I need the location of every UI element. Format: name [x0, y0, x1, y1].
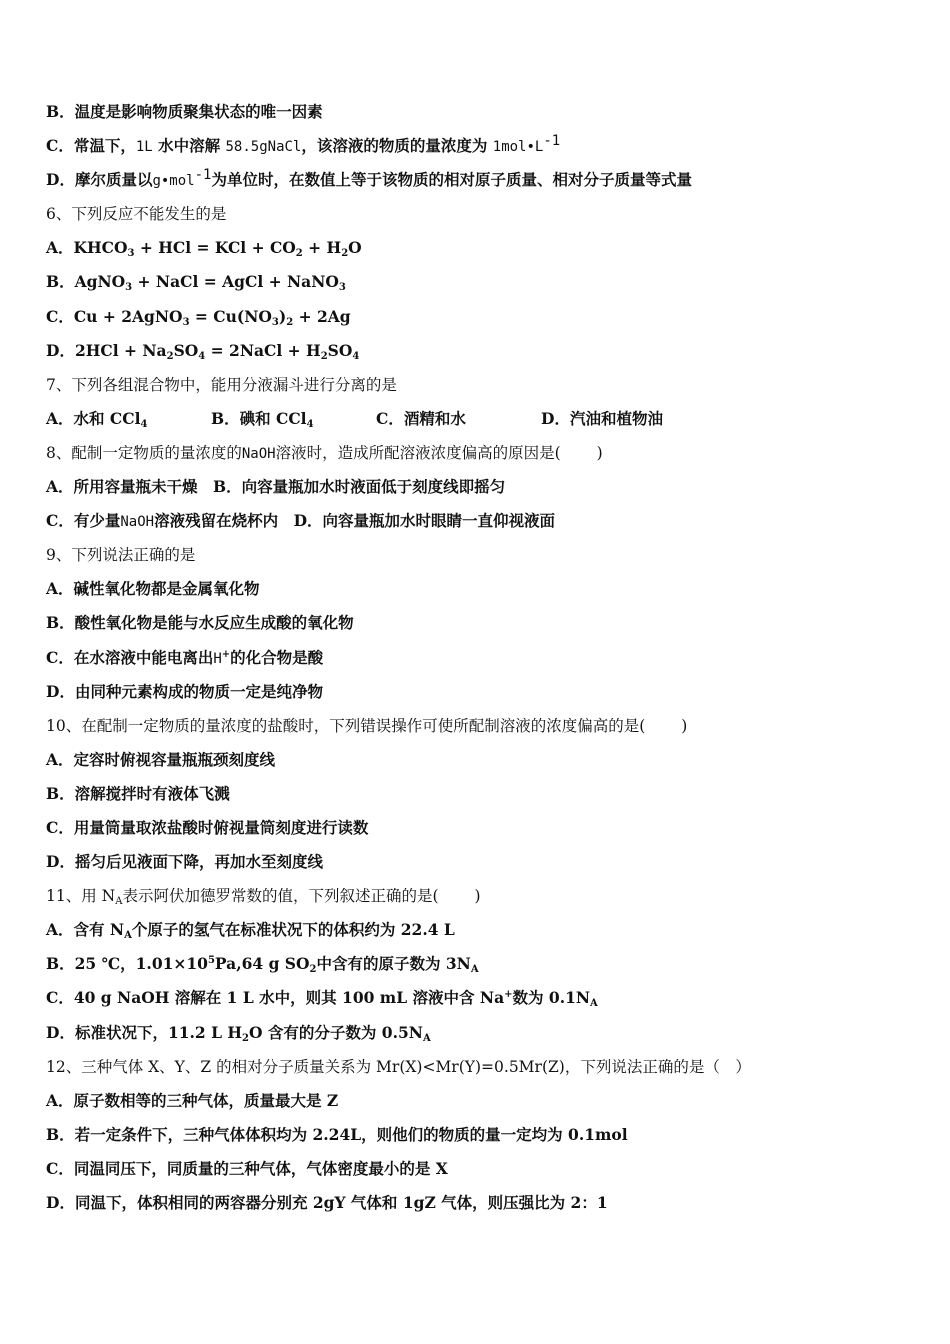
q12-stem: [46, 1053, 906, 1087]
option-text: D．汽油和植物油: [541, 408, 663, 428]
q9-option-b: [46, 609, 906, 643]
option-text: 的化合物是酸: [230, 647, 324, 667]
q5-option-c: [46, 132, 906, 166]
q6-option-a: [46, 234, 906, 268]
equation-part: = Cu(NO: [189, 306, 272, 326]
close-paren: ): [596, 443, 603, 462]
option-label: B．: [46, 272, 75, 292]
q9-option-a: [46, 575, 906, 609]
q6-option-d: [46, 337, 906, 371]
superscript: -1: [194, 167, 212, 184]
option-text: A．碱性氧化物都是金属氧化物: [46, 579, 260, 599]
exam-page: [46, 98, 906, 1223]
q11-option-d: [46, 1019, 906, 1053]
q9-stem: [46, 541, 906, 575]
subscript: 3: [125, 282, 133, 294]
option-text: 为单位时，在数值上等于该物质的相对原子质量、相对分子质量等式量: [211, 170, 692, 190]
option-text: B．碘和 CCl: [211, 408, 307, 428]
mass-value: 58.5gNaCl: [225, 139, 302, 156]
subscript: 3: [338, 282, 346, 294]
subscript: 2: [309, 964, 317, 976]
option-text: 个原子的氢气在标准状况下的体积约为 22.4 L: [131, 920, 455, 940]
question-stem: 溶液时，造成所配溶液浓度偏高的原因是(: [275, 443, 561, 462]
option-text: D．摇匀后见液面下降，再加水至刻度线: [46, 852, 323, 872]
superscript: +: [221, 648, 231, 660]
option-text: Pa,64 g SO: [214, 954, 310, 974]
equation-part: Cu + 2AgNO: [73, 306, 183, 326]
q11-option-a: [46, 916, 906, 950]
q5-option-b: [46, 98, 906, 132]
q12-option-b: [46, 1121, 906, 1155]
q11-option-c: [46, 984, 906, 1018]
equation-part: + HCl = KCl + CO: [134, 238, 296, 258]
subscript: 3: [271, 316, 279, 328]
subscript: A: [115, 896, 123, 908]
equation-part: SO: [327, 340, 353, 360]
option-text: D．由同种元素构成的物质一定是纯净物: [46, 681, 323, 701]
subscript: 2: [242, 1032, 249, 1044]
subscript: 3: [182, 316, 190, 328]
q7-stem: [46, 371, 906, 405]
option-text: 中含有的原子数为 3N: [316, 954, 471, 974]
option-text: A．含有 N: [46, 920, 125, 940]
equation-part: + 2Ag: [293, 306, 351, 326]
q11-option-b: [46, 950, 906, 984]
option-label: D．: [46, 340, 75, 360]
subscript: A: [470, 964, 479, 976]
q10-option-c: [46, 814, 906, 848]
equation-part: + H: [302, 238, 342, 258]
volume-value: 1L: [135, 139, 153, 156]
equation-part: + NaCl = AgCl + NaNO: [132, 272, 339, 292]
q10-option-d: [46, 848, 906, 882]
option-text: B．温度是影响物质聚集状态的唯一因素: [46, 102, 323, 121]
q10-stem: [46, 712, 906, 746]
subscript: 2: [166, 350, 174, 362]
q10-option-a: [46, 746, 906, 780]
close-paren: ): [681, 716, 688, 735]
subscript: A: [124, 930, 132, 942]
dot-operator: •: [526, 139, 535, 156]
option-text: C．有少量: [46, 511, 121, 531]
equation-part: ): [278, 306, 287, 326]
option-text: D．标准状况下，11.2 L H: [46, 1022, 243, 1042]
q5-option-d: [46, 166, 906, 200]
q6-stem: [46, 200, 906, 234]
option-text: 数为 0.1N: [512, 988, 591, 1008]
subscript: 4: [306, 418, 314, 430]
superscript: +: [504, 989, 513, 1001]
option-text: O 含有的分子数为 0.5N: [249, 1022, 423, 1042]
option-text: D．摩尔质量以: [46, 170, 153, 190]
equation-part: KHCO: [73, 238, 128, 258]
subscript: A: [590, 998, 598, 1010]
concentration-value: 1mol: [492, 139, 527, 156]
option-text: B．若一定条件下，三种气体体积均为 2.24L，则他们的物质的量一定均为 0.1mol: [46, 1124, 628, 1144]
close-paren: ): [474, 887, 481, 906]
option-text: A．原子数相等的三种气体，质量最大是 Z: [46, 1090, 339, 1110]
subscript: 4: [352, 350, 360, 362]
subscript: 3: [127, 248, 135, 260]
q8-options-ab: [46, 473, 906, 507]
equation-part: O: [348, 238, 362, 258]
option-text: 溶液残留在烧杯内 D．向容量瓶加水时眼睛一直仰视液面: [154, 511, 556, 531]
option-text: C．用量筒量取浓盐酸时俯视量筒刻度进行读数: [46, 817, 369, 837]
option-text: 水中溶解: [152, 136, 226, 156]
equation-part: AgNO: [74, 272, 126, 292]
q7-option-a: [46, 405, 211, 439]
superscript: -1: [543, 133, 561, 150]
subscript: 2: [320, 350, 328, 362]
option-text: C．在水溶液中能电离出: [46, 647, 214, 667]
subscript: 4: [140, 418, 148, 430]
option-text: D．同温下，体积相同的两容器分别充 2gY 气体和 1gZ 气体，则压强比为 2：1: [46, 1193, 608, 1212]
formula-text: H: [213, 650, 222, 667]
option-text: C．40 g NaOH 溶解在 1 L 水中，则其 100 mL 溶液中含 Na: [46, 988, 505, 1008]
option-text: C．常温下，: [46, 136, 136, 156]
unit-text: g•mol: [152, 173, 195, 190]
option-text: B．酸性氧化物是能与水反应生成酸的氧化物: [46, 613, 354, 633]
question-stem: 9、下列说法正确的是: [46, 546, 196, 565]
option-text: C．酒精和水: [376, 408, 466, 428]
q7-option-d: [541, 405, 706, 439]
q12-option-d: [46, 1189, 906, 1223]
formula-text: NaOH: [241, 445, 276, 462]
equation-part: 2HCl + Na: [74, 340, 167, 360]
option-text: A．定容时俯视容量瓶瓶颈刻度线: [46, 749, 276, 769]
q8-options-cd: [46, 507, 906, 541]
question-stem: 6、下列反应不能发生的是: [46, 205, 227, 224]
question-stem: 表示阿伏加德罗常数的值，下列叙述正确的是(: [122, 887, 439, 906]
q9-option-c: [46, 644, 906, 678]
subscript: 2: [286, 316, 294, 328]
q12-option-a: [46, 1087, 906, 1121]
q6-option-c: [46, 303, 906, 337]
equation-part: SO: [173, 340, 199, 360]
superscript: 5: [207, 955, 215, 967]
option-text: ，该溶液的物质的量浓度为: [301, 136, 493, 156]
q6-option-b: [46, 268, 906, 302]
formula-text: NaOH: [120, 514, 155, 531]
option-text: A．水和 CCl: [46, 408, 141, 428]
question-stem: 10、在配制一定物质的量浓度的盐酸时，下列错误操作可使所配制溶液的浓度偏高的是(: [46, 716, 646, 735]
subscript: 2: [341, 248, 349, 260]
subscript: A: [422, 1032, 431, 1044]
q7-option-b: [211, 405, 376, 439]
q7-options: [46, 405, 906, 439]
subscript: 4: [198, 350, 206, 362]
q9-option-d: [46, 678, 906, 712]
equation-part: = 2NaCl + H: [205, 340, 321, 360]
option-label: A．: [46, 238, 74, 258]
q10-option-b: [46, 780, 906, 814]
option-text: C．同温同压下，同质量的三种气体，气体密度最小的是 X: [46, 1158, 448, 1178]
question-stem: 7、下列各组混合物中，能用分液漏斗进行分离的是: [46, 375, 397, 394]
q11-stem: [46, 882, 906, 916]
q12-option-c: [46, 1155, 906, 1189]
option-text: B．溶解搅拌时有液体飞溅: [46, 783, 230, 803]
unit-text: L: [534, 139, 544, 156]
option-text: B．25 ℃，1.01×10: [46, 954, 208, 974]
q7-option-c: [376, 405, 541, 439]
option-label: C．: [46, 306, 74, 326]
question-stem: 12、三种气体 X、Y、Z 的相对分子质量关系为 Mr(X)<Mr(Y)=0.5Mr(Z)，下列说法正确的是（ ）: [46, 1057, 751, 1076]
question-stem: 11、用 N: [46, 887, 116, 906]
question-stem: 8、配制一定物质的量浓度的: [46, 443, 242, 462]
q8-stem: [46, 439, 906, 473]
option-text: A．所用容量瓶未干燥 B．向容量瓶加水时液面低于刻度线即摇匀: [46, 477, 506, 497]
subscript: 2: [295, 248, 303, 260]
